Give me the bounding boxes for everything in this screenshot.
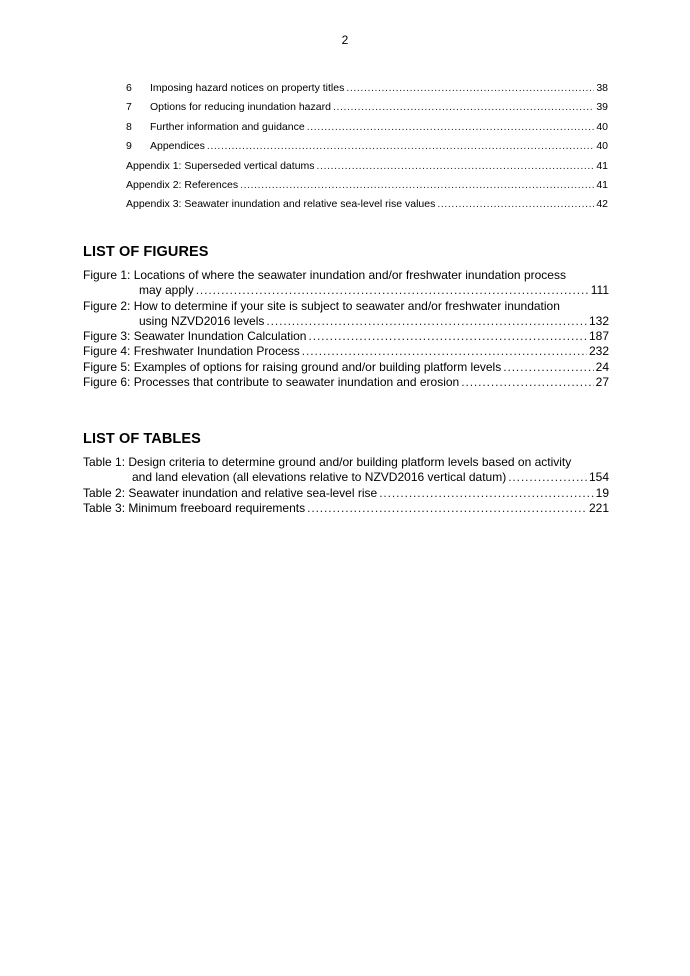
toc-entry-title: Options for reducing inundation hazard — [150, 101, 331, 114]
table-entry-page: 221 — [588, 500, 609, 515]
toc-entry[interactable] — [126, 140, 608, 159]
toc-entry-page: 38 — [596, 82, 608, 94]
figure-entry-title: Figure 2: How to determine if your site is subject to seawater and/or freshwater inundation — [83, 298, 560, 313]
toc-entry[interactable] — [126, 101, 608, 120]
toc-entry[interactable] — [126, 121, 608, 140]
toc-entry-page: 40 — [596, 120, 608, 133]
dot-leader — [333, 101, 594, 113]
dot-leader — [266, 314, 587, 329]
figure-entry-title: Figure 3: Seawater Inundation Calculation — [83, 329, 307, 344]
list-of-tables — [83, 455, 609, 516]
table-entry-title-continued: and land elevation (all elevations relative to NZVD2016 vertical datum) — [132, 470, 507, 485]
table-entry-page: 154 — [588, 470, 609, 485]
dot-leader — [317, 160, 595, 172]
dot-leader — [308, 329, 586, 344]
dot-leader — [307, 501, 587, 516]
toc-entry-title: Appendix 2: References — [126, 178, 239, 191]
figure-entry-title: Figure 1: Locations of where the seawater inundation and/or freshwater inundation process — [83, 268, 566, 282]
list-of-tables-heading: LIST OF TABLES — [83, 431, 201, 447]
toc-entry-title: Imposing hazard notices on property titles — [150, 82, 345, 94]
dot-leader — [207, 140, 594, 152]
figure-entry-page: 132 — [588, 313, 609, 328]
figure-entry[interactable] — [83, 329, 609, 344]
figure-entry[interactable] — [83, 268, 609, 299]
toc-entry-number: 7 — [126, 101, 132, 114]
dot-leader — [437, 198, 594, 210]
figure-entry-page: 187 — [588, 329, 609, 344]
dot-leader — [508, 470, 587, 485]
dot-leader — [379, 486, 593, 501]
figure-entry-title-continued: may apply — [139, 283, 194, 298]
toc-entry-page: 42 — [596, 198, 608, 211]
toc-entry-number: 6 — [126, 82, 132, 94]
table-entry[interactable] — [83, 501, 609, 516]
figure-entry-page: 24 — [595, 359, 609, 374]
figure-entry-title-continued: using NZVD2016 levels — [139, 313, 265, 328]
table-entry-title: Table 3: Minimum freeboard requirements — [83, 500, 306, 515]
figure-entry[interactable] — [83, 344, 609, 359]
figure-entry-page: 111 — [590, 283, 609, 298]
toc-entry-number: 8 — [126, 120, 132, 133]
toc-entry-title: Further information and guidance — [150, 120, 305, 133]
dot-leader — [461, 375, 593, 390]
dot-leader — [346, 82, 594, 94]
page-number: 2 — [341, 33, 349, 47]
list-of-figures — [83, 268, 609, 390]
toc-entry[interactable] — [126, 82, 608, 101]
toc-entry-title: Appendices — [150, 140, 205, 153]
table-entry-title: Table 2: Seawater inundation and relative sea-level rise — [83, 485, 378, 500]
dot-leader — [240, 179, 594, 191]
figure-entry-title: Figure 6: Processes that contribute to seawater inundation and erosion — [83, 375, 460, 390]
toc-appendix-entry[interactable] — [126, 160, 608, 179]
toc-entry-title: Appendix 1: Superseded vertical datums — [126, 159, 315, 172]
toc-appendix-entry[interactable] — [126, 198, 608, 217]
toc-entry-page: 41 — [596, 178, 608, 191]
figure-entry-page: 232 — [588, 344, 609, 359]
table-entry[interactable] — [83, 486, 609, 501]
table-entry-title: Table 1: Design criteria to determine ground and/or building platform levels based on activity — [83, 455, 572, 469]
table-of-contents — [126, 82, 608, 218]
toc-entry-page: 41 — [596, 159, 608, 172]
toc-entry-page: 39 — [596, 101, 608, 114]
figure-entry[interactable] — [83, 299, 609, 330]
table-entry[interactable] — [83, 455, 609, 486]
figure-entry-title: Figure 4: Freshwater Inundation Process — [83, 344, 300, 359]
toc-entry-number: 9 — [126, 140, 132, 153]
dot-leader — [503, 360, 593, 375]
toc-entry-title: Appendix 3: Seawater inundation and relative sea-level rise values — [126, 198, 436, 211]
dot-leader — [307, 121, 595, 133]
figure-entry-title: Figure 5: Examples of options for raising ground and/or building platform levels — [83, 359, 502, 374]
table-entry-page: 19 — [595, 485, 609, 500]
dot-leader — [196, 283, 589, 298]
toc-entry-page: 40 — [596, 140, 608, 153]
list-of-figures-heading: LIST OF FIGURES — [83, 244, 209, 260]
figure-entry[interactable] — [83, 375, 609, 390]
figure-entry-page: 27 — [595, 375, 609, 390]
dot-leader — [302, 344, 587, 359]
figure-entry[interactable] — [83, 360, 609, 375]
toc-appendix-entry[interactable] — [126, 179, 608, 198]
